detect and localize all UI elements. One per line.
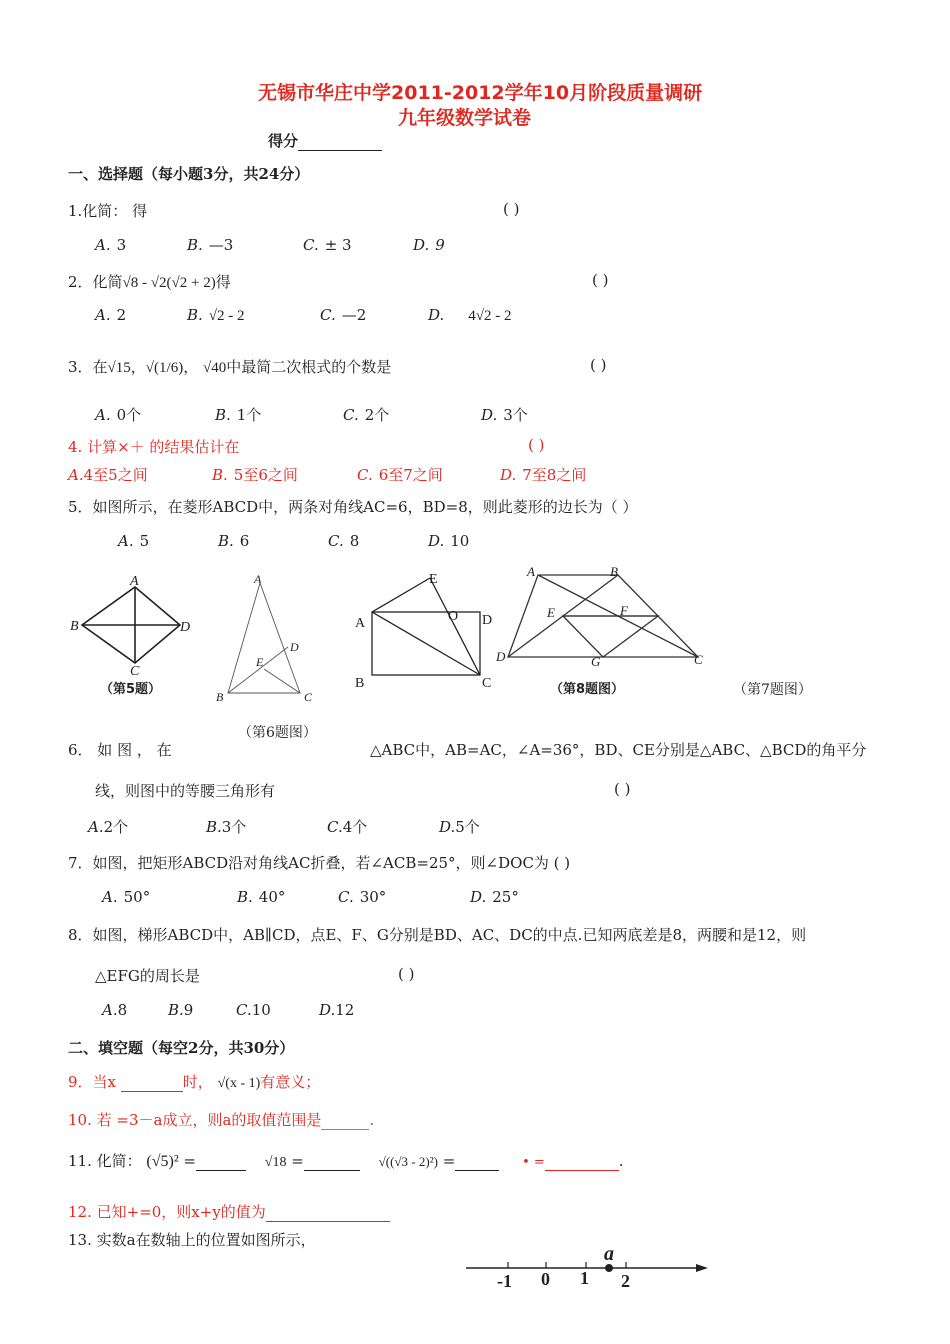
q1-paren: ( ): [503, 200, 520, 218]
svg-text:A: A: [355, 616, 366, 631]
exam-subtitle: 九年级数学试卷: [398, 107, 532, 129]
q3-paren: ( ): [590, 356, 607, 374]
svg-text:E: E: [547, 605, 555, 620]
q8-stem-a: 8．如图，梯形ABCD中，AB∥CD，点E、F、G分别是BD、AC、DC的中点.已知两底差是8，两腰和是12，则: [68, 926, 807, 944]
q10-blank: [321, 1114, 369, 1130]
fig6-triangle: [228, 583, 300, 693]
svg-text:O: O: [448, 609, 459, 624]
score-field: [268, 130, 382, 151]
svg-text:B: B: [355, 676, 365, 691]
q6-option-d: D.5个: [439, 818, 480, 836]
q2-stem: 2．化简√8 - √2(√2 + 2)得: [68, 273, 231, 291]
q7-option-d: D. 25°: [470, 888, 519, 906]
svg-text:F: F: [620, 603, 628, 618]
q5-option-c: C. 8: [328, 532, 360, 550]
q10-stem: 10. 若 =3－a成立，则a的取值范围是 .: [68, 1111, 375, 1129]
q11-stem: 11. 化简： (√5)² = √18 = √((√3 - 2)²) = • = .: [68, 1152, 624, 1170]
svg-text:C: C: [130, 664, 140, 679]
q2-paren: ( ): [592, 271, 609, 289]
q2-option-a: A. 2: [95, 306, 127, 324]
q1-option-d: D. 9: [413, 236, 445, 254]
tick-label-1: 1: [580, 1268, 589, 1288]
q6-option-c: C.4个: [327, 818, 368, 836]
q6-stem-b: △ABC中，AB=AC，∠A=36°，BD、CE分别是△ABC、△BCD的角平分: [370, 741, 867, 759]
svg-text:C: C: [694, 652, 703, 667]
exam-title: 无锡市华庄中学2011-2012学年10月阶段质量调研: [258, 82, 703, 104]
q8-option-d: D.12: [319, 1001, 355, 1019]
q7-option-c: C. 30°: [338, 888, 387, 906]
q8-stem-b: △EFG的周长是: [95, 967, 200, 985]
q7-option-b: B. 40°: [237, 888, 286, 906]
q3-root1: √15: [107, 360, 131, 376]
figures-panel: [60, 565, 920, 745]
svg-text:D: D: [496, 649, 506, 664]
q8-option-b: B.9: [168, 1001, 194, 1019]
q5-option-a: A. 5: [118, 532, 150, 550]
q9-blank: [121, 1076, 183, 1092]
section2-heading: 二、填空题（每空2分，共30分）: [68, 1039, 295, 1057]
q11-blank2: [304, 1158, 360, 1171]
q9-stem: 9．当x 时， √(x - 1)有意义；: [68, 1073, 321, 1091]
q3-root3: √40: [202, 360, 227, 376]
fig5-rhombus: [82, 587, 180, 663]
svg-text:E: E: [429, 572, 438, 587]
svg-text:C: C: [304, 690, 313, 704]
point-a-label: a: [604, 1243, 614, 1265]
q6-option-a: A.2个: [88, 818, 129, 836]
q4-stem: 4. 计算×＋ 的结果估计在: [68, 438, 240, 456]
fig7-caption: （第7题图）: [733, 682, 812, 698]
q11-expr2: √18: [264, 1155, 287, 1170]
fig5-caption: （第5题）: [100, 682, 162, 697]
number-line: [460, 1238, 720, 1294]
point-a-marker: [605, 1264, 613, 1272]
svg-text:A: A: [254, 572, 262, 586]
q4-option-a: A.4至5之间: [68, 466, 148, 484]
q8-option-a: A.8: [102, 1001, 128, 1019]
q4-option-d: D. 7至8之间: [500, 466, 587, 484]
q1-option-b: B. —3: [187, 236, 234, 254]
q1-option-c: C. ± 3: [303, 236, 352, 254]
q4-option-b: B. 5至6之间: [212, 466, 298, 484]
q3-option-a: A. 0个: [95, 406, 142, 424]
svg-text:D: D: [482, 613, 493, 628]
q11-expr1: (√5)²: [146, 1153, 179, 1170]
q2-option-c: C. —2: [320, 306, 367, 324]
q4-option-c: C. 6至7之间: [357, 466, 443, 484]
fig7-rectangle: [372, 578, 480, 675]
q12-blank: [266, 1206, 390, 1222]
q3-root2: √(1/6): [145, 360, 184, 376]
q1-option-a: A. 3: [95, 236, 127, 254]
q6-stem-c: 线，则图中的等腰三角形有: [95, 782, 276, 800]
q5-option-d: D. 10: [428, 532, 470, 550]
q11-blank3: [455, 1158, 499, 1171]
q2-option-b: B. √2 - 2: [187, 306, 245, 324]
svg-text:E: E: [256, 655, 264, 669]
svg-text:B: B: [216, 690, 224, 704]
q11-expr4: • =: [522, 1155, 545, 1170]
q6-stem-a: 6． 如 图 ， 在: [68, 741, 172, 759]
q3-stem: 3．在√15，√(1/6)， √40中最简二次根式的个数是: [68, 358, 392, 376]
q11-expr3: √((√3 - 2)²): [378, 1154, 438, 1169]
svg-text:D: D: [290, 640, 299, 654]
q3-option-c: C. 2个: [343, 406, 390, 424]
q7-stem: 7．如图，把矩形ABCD沿对角线AC折叠，若∠ACB=25°，则∠DOC为 ( ): [68, 854, 571, 872]
tick-label-neg1: -1: [497, 1271, 512, 1291]
svg-text:A: A: [527, 565, 535, 579]
q5-option-b: B. 6: [218, 532, 250, 550]
q11-blank4: [545, 1158, 619, 1171]
q7-option-a: A. 50°: [102, 888, 151, 906]
fig8-trapezoid: [508, 575, 698, 657]
q12-stem: 12. 已知+=0，则x+y的值为: [68, 1201, 390, 1222]
tick-label-0: 0: [541, 1269, 550, 1289]
q13-stem: 13. 实数a在数轴上的位置如图所示，: [68, 1231, 316, 1249]
q2-expression: √8 - √2(√2 + 2): [122, 275, 216, 291]
fig6-caption: （第6题图）: [238, 725, 317, 741]
svg-text:B: B: [70, 619, 79, 634]
svg-text:D: D: [180, 620, 191, 635]
q6-paren: ( ): [614, 780, 631, 798]
q1-stem: 1.化简： 得: [68, 202, 148, 220]
score-blank: [298, 136, 382, 151]
q8-paren: ( ): [398, 965, 415, 983]
q6-option-b: B.3个: [206, 818, 247, 836]
tick-label-2: 2: [621, 1271, 630, 1291]
q11-blank1: [196, 1158, 246, 1171]
score-label: 得分: [268, 132, 299, 150]
svg-text:G: G: [591, 654, 601, 669]
q8-option-c: C.10: [236, 1001, 271, 1019]
svg-text:A: A: [130, 574, 139, 589]
q3-option-d: D. 3个: [481, 406, 528, 424]
q9-root: √(x - 1): [217, 1076, 261, 1091]
q4-paren: ( ): [528, 436, 545, 454]
q2-option-d: D. 4√2 - 2: [428, 306, 512, 324]
svg-text:C: C: [482, 676, 492, 691]
svg-text:B: B: [610, 565, 618, 579]
q3-option-b: B. 1个: [215, 406, 262, 424]
section1-heading: 一、选择题（每小题3分，共24分）: [68, 165, 310, 183]
fig8-caption: （第8题图）: [550, 682, 625, 697]
q5-stem: 5．如图所示，在菱形ABCD中，两条对角线AC=6，BD=8，则此菱形的边长为（ ）: [68, 498, 638, 516]
